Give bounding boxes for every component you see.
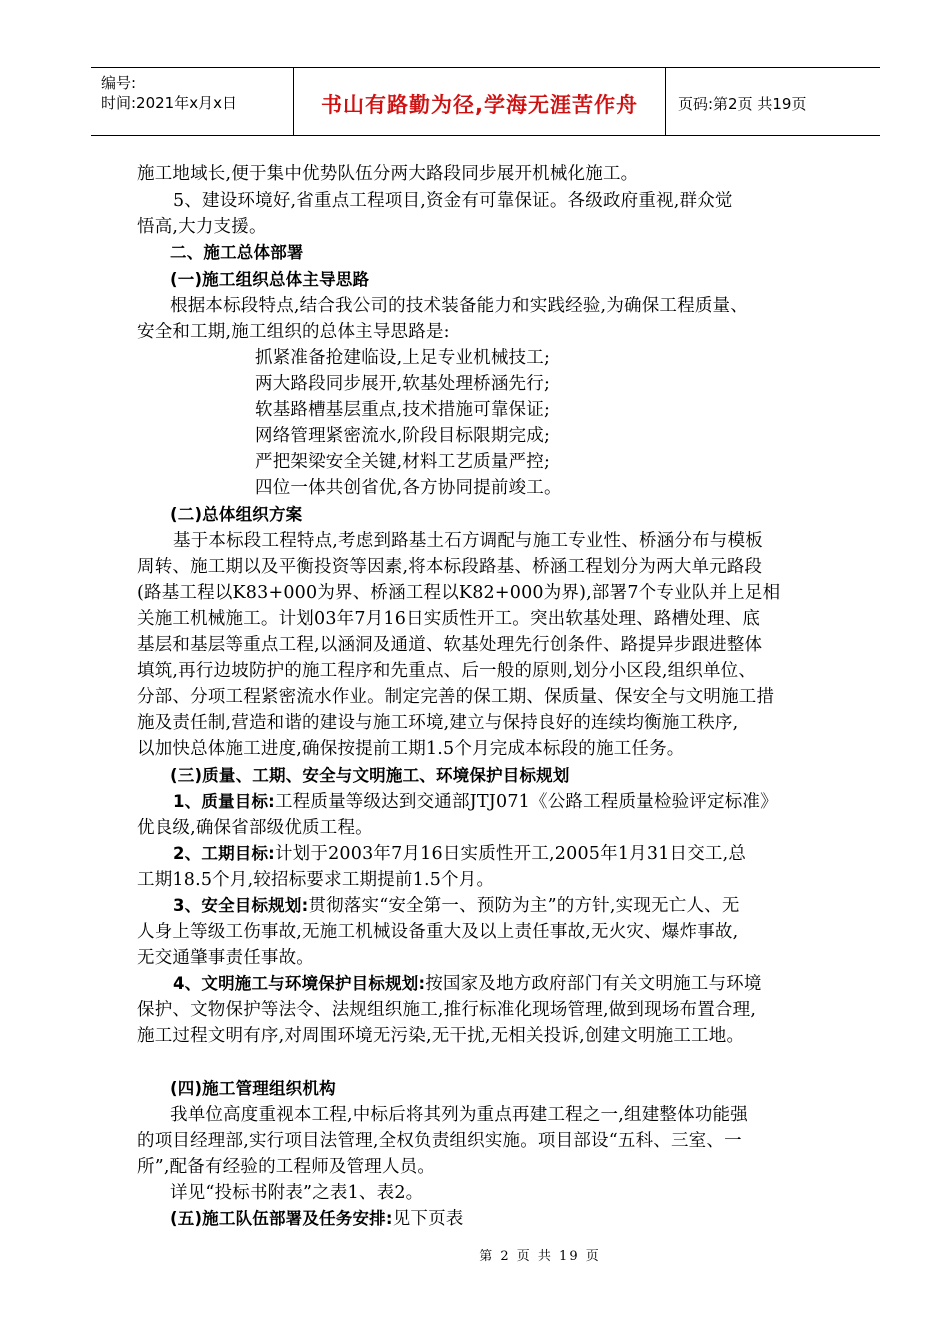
body-line: (路基工程以K83+000为界、桥涵工程以K82+000为界),部署7个专业队并上足相 bbox=[137, 583, 781, 603]
doc-time-label: 时间:2021年x月x日 bbox=[101, 94, 237, 112]
goal-text: 工程质量等级达到交通部JTJ071《公路工程质量检验评定标准》 bbox=[274, 792, 778, 812]
subsection-heading: (二)总体组织方案 bbox=[170, 505, 303, 524]
subsection-heading: (一)施工组织总体主导思路 bbox=[170, 270, 370, 289]
body-line bbox=[173, 893, 740, 919]
page-header bbox=[91, 67, 880, 136]
goal-text: 计划于2003年7月16日实质性开工,2005年1月31日交工,总 bbox=[274, 844, 747, 864]
guideline-item: 抓紧准备抢建临设,上足专业机械技工; bbox=[255, 348, 551, 368]
body-line: 安全和工期,施工组织的总体主导思路是: bbox=[137, 322, 450, 342]
body-line: 施工过程文明有序,对周围环境无污染,无干扰,无相关投诉,创建文明施工工地。 bbox=[137, 1026, 745, 1046]
section-heading: 二、施工总体部署 bbox=[170, 243, 304, 262]
header-meta-cell bbox=[91, 68, 294, 135]
body-line bbox=[173, 841, 746, 867]
body-line: 保护、文物保护等法令、法规组织施工,推行标准化现场管理,做到现场布置合理, bbox=[137, 1000, 757, 1020]
body-line: 5、建设环境好,省重点工程项目,资金有可靠保证。各级政府重视,群众觉 bbox=[173, 191, 733, 211]
body-line: 关施工机械施工。计划03年7月16日实质性开工。突出软基处理、路槽处理、底 bbox=[137, 609, 761, 629]
body-line bbox=[173, 971, 762, 997]
goal-text: 按国家及地方政府部门有关文明施工与环境 bbox=[425, 974, 762, 994]
body-line: 所”,配备有经验的工程师及管理人员。 bbox=[137, 1157, 436, 1177]
guideline-item: 软基路槽基层重点,技术措施可靠保证; bbox=[255, 400, 551, 420]
body-line: 施及责任制,营造和谐的建设与施工环境,建立与保持良好的连续均衡施工秩序, bbox=[137, 713, 739, 733]
body-line bbox=[173, 789, 778, 815]
body-line: 无交通肇事责任事故。 bbox=[137, 948, 314, 968]
body-line: 填筑,再行边坡防护的施工程序和先重点、后一般的原则,划分小区段,组织单位、 bbox=[137, 661, 757, 681]
header-page-info: 页码:第2页 共19页 bbox=[678, 95, 807, 113]
goal-label: 3、安全目标规划: bbox=[173, 896, 309, 915]
body-line: 优良级,确保省部级优质工程。 bbox=[137, 818, 373, 838]
goal-text: 贯彻落实“安全第一、预防为主”的方针,实现无亡人、无 bbox=[308, 896, 740, 916]
body-line: 详见“投标书附表”之表1、表2。 bbox=[170, 1183, 424, 1203]
body-line: 施工地域长,便于集中优势队伍分两大路段同步展开机械化施工。 bbox=[137, 164, 639, 184]
goal-label: 1、质量目标: bbox=[173, 792, 275, 811]
body-line bbox=[170, 1206, 464, 1232]
body-line: 工期18.5个月,较招标要求工期提前1.5个月。 bbox=[137, 870, 495, 890]
guideline-item: 网络管理紧密流水,阶段目标限期完成; bbox=[255, 426, 551, 446]
body-line: 分部、分项工程紧密流水作业。制定完善的保工期、保质量、保安全与文明施工措 bbox=[137, 687, 775, 707]
page-footer: 第 2 页 共 19 页 bbox=[479, 1249, 601, 1264]
body-line: 基于本标段工程特点,考虑到路基土石方调配与施工专业性、桥涵分布与模板 bbox=[173, 531, 763, 551]
header-page-cell bbox=[666, 68, 880, 135]
body-line: 周转、施工期以及平衡投资等因素,将本标段路基、桥涵工程划分为两大单元路段 bbox=[137, 557, 763, 577]
guideline-item: 四位一体共创省优,各方协同提前竣工。 bbox=[255, 478, 562, 498]
body-line: 我单位高度重视本工程,中标后将其列为重点再建工程之一,组建整体功能强 bbox=[170, 1105, 748, 1125]
subsection-heading: (四)施工管理组织机构 bbox=[170, 1079, 336, 1098]
goal-label: 2、工期目标: bbox=[173, 844, 275, 863]
goal-label: 4、文明施工与环境保护目标规划: bbox=[173, 974, 426, 993]
subsection-heading: (五)施工队伍部署及任务安排: bbox=[170, 1209, 393, 1228]
body-line: 基层和基层等重点工程,以涵洞及通道、软基处理先行创条件、路提异步跟进整体 bbox=[137, 635, 763, 655]
body-text: 见下页表 bbox=[392, 1209, 464, 1229]
body-line: 悟高,大力支援。 bbox=[137, 217, 267, 237]
body-line: 的项目经理部,实行项目法管理,全权负责组织实施。项目部设“五科、三室、一 bbox=[137, 1131, 742, 1151]
body-line: 以加快总体施工进度,确保按提前工期1.5个月完成本标段的施工任务。 bbox=[137, 739, 685, 759]
body-line: 人身上等级工伤事故,无施工机械设备重大及以上责任事故,无火灾、爆炸事故, bbox=[137, 922, 739, 942]
doc-number-label: 编号: bbox=[101, 74, 137, 92]
guideline-item: 两大路段同步展开,软基处理桥涵先行; bbox=[255, 374, 551, 394]
body-line: 根据本标段特点,结合我公司的技术装备能力和实践经验,为确保工程质量、 bbox=[170, 296, 748, 316]
guideline-item: 严把架梁安全关键,材料工艺质量严控; bbox=[255, 452, 551, 472]
header-motto: 书山有路勤为径,学海无涯苦作舟 bbox=[321, 93, 638, 117]
subsection-heading: (三)质量、工期、安全与文明施工、环境保护目标规划 bbox=[170, 766, 570, 785]
header-motto-cell bbox=[294, 68, 666, 135]
